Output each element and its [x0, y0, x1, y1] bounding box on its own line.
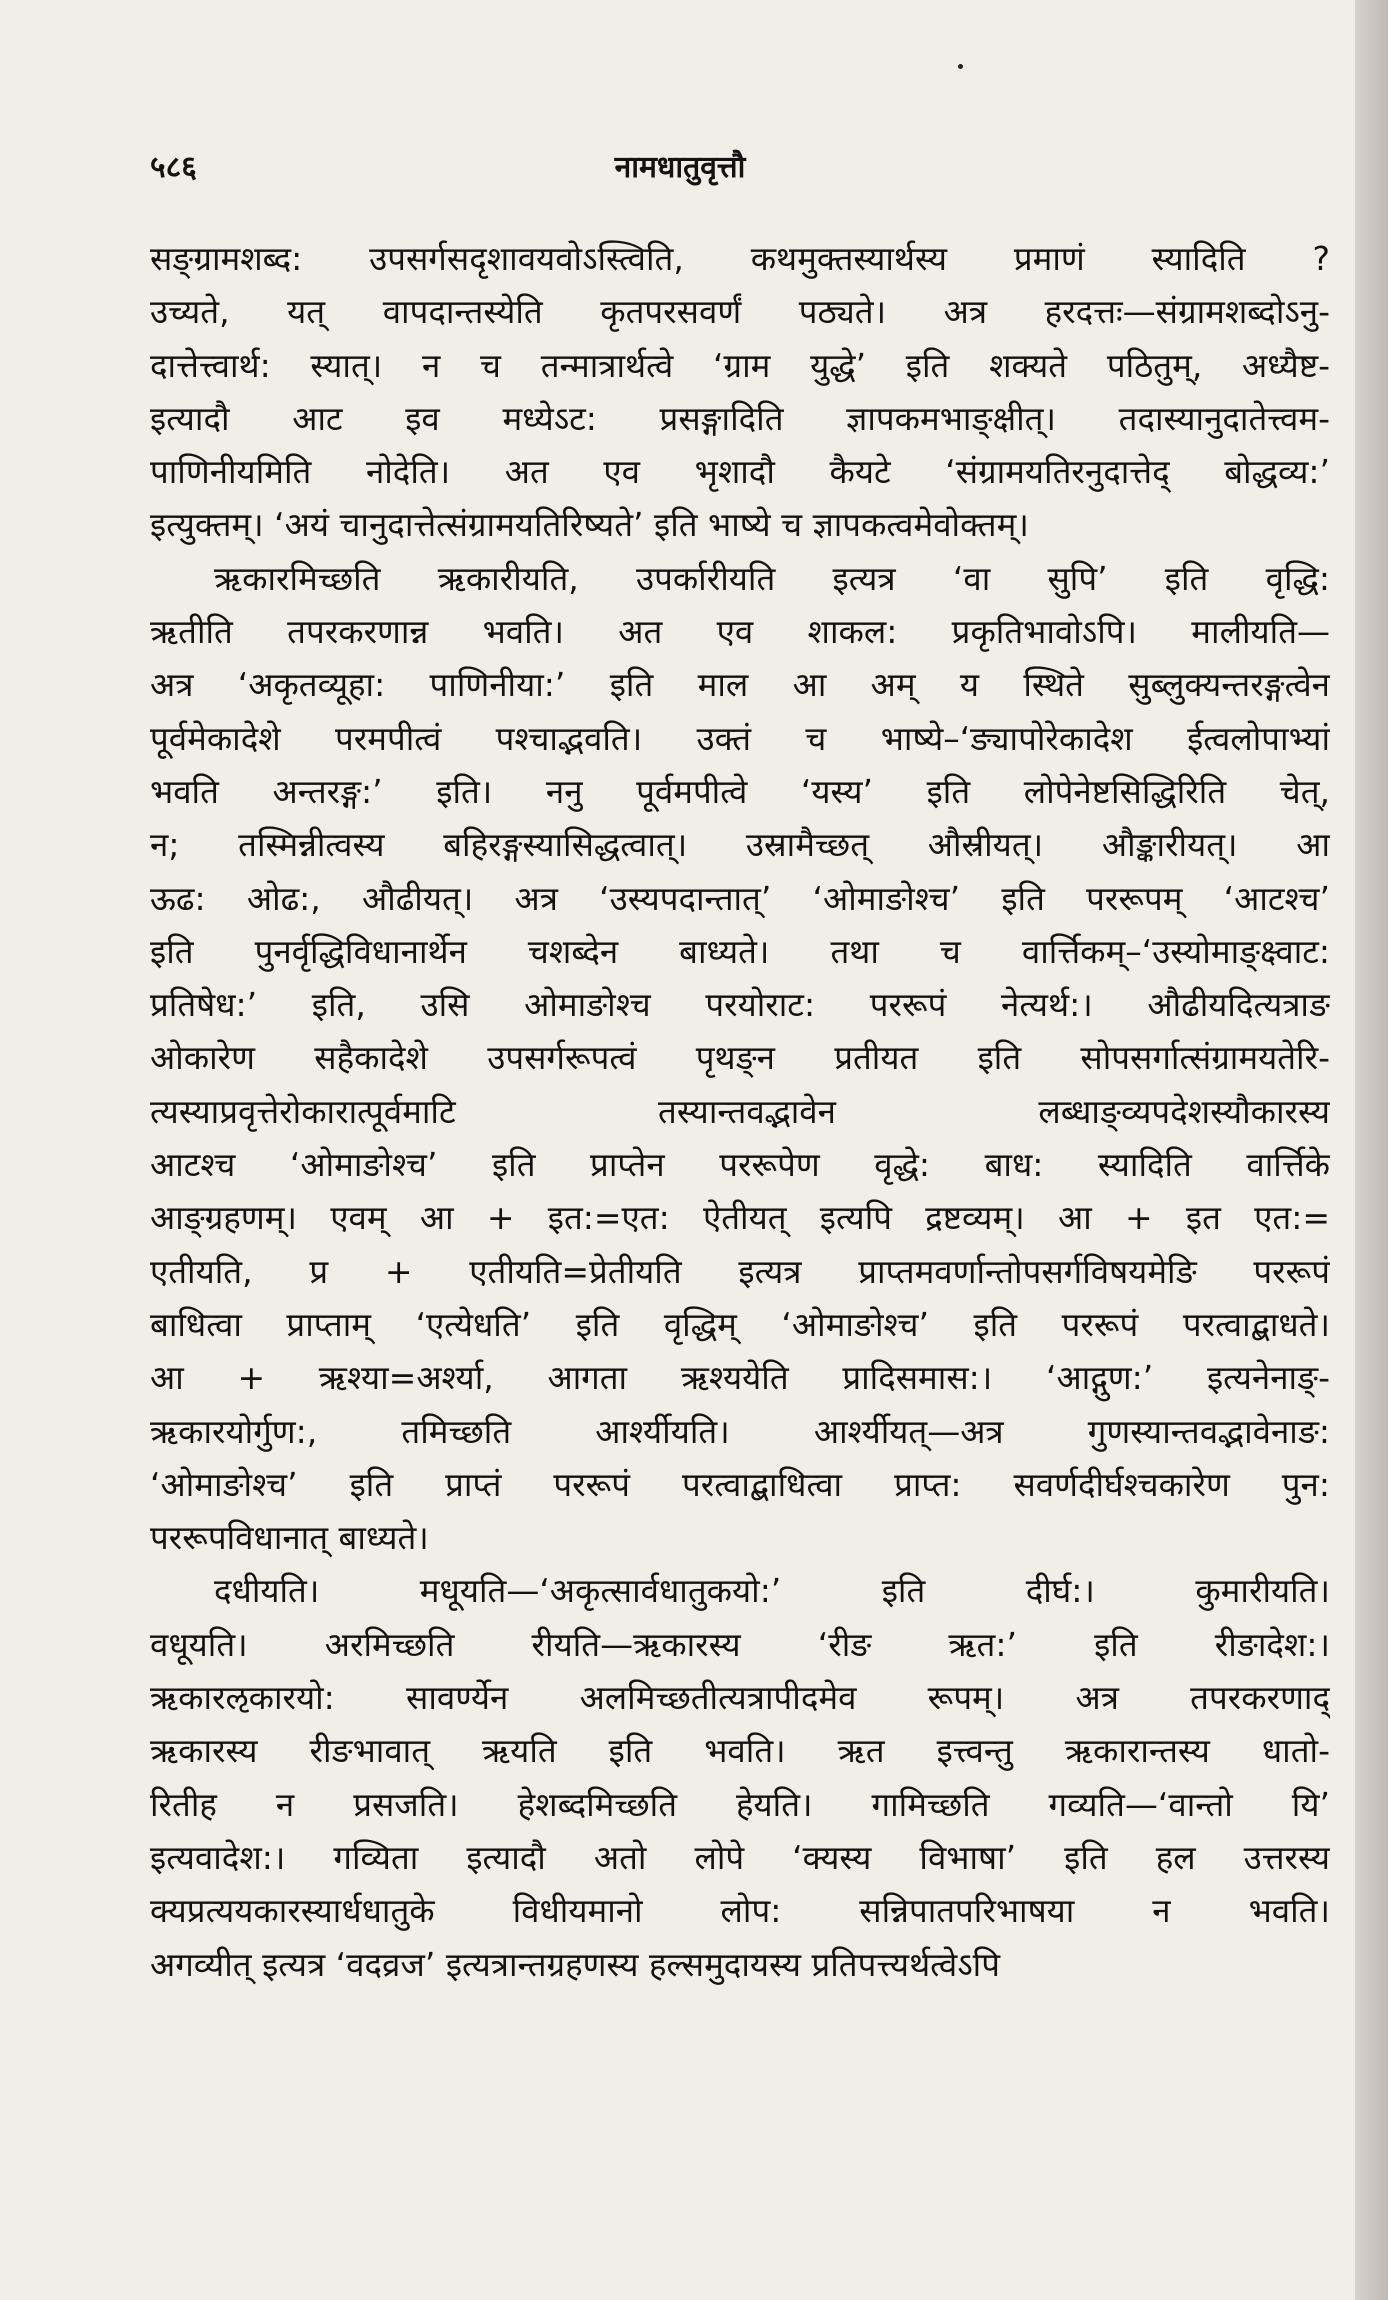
text-line: आङ्ग्रहणम्। एवम् आ + इत:=एत: ऐतीयत् इत्यपि द्रष्टव्यम्। आ + इत एत:=: [150, 1198, 1330, 1238]
text-line: दात्तेत्त्वार्थ: स्यात्। न च तन्मात्रार्थत्वे ‘ग्राम युद्धे’ इति शक्यते पठितुम्, अध्यैष्ट-: [150, 345, 1330, 385]
text-line: पूर्वमेकादेशे परमपीत्वं पश्चाद्भवति। उक्तं च भाष्ये–‘ङ्यापोरेकादेश ईत्वलोपाभ्यां: [150, 718, 1330, 758]
text-line: उच्यते, यत् वापदान्तस्येति कृतपरसवर्णं पठ्यते। अत्र हरदत्तः—संग्रामशब्दोऽनु-: [150, 292, 1330, 332]
text-line: ‘ओमाङोश्च’ इति प्राप्तं पररूपं परत्वाद्बाधित्वा प्राप्त: सवर्णदीर्घश्चकारेण पुन:: [150, 1464, 1330, 1504]
text-line: भवति अन्तरङ्ग:’ इति। ननु पूर्वमपीत्वे ‘यस्य’ इति लोपेनेष्टसिद्धिरिति चेत्,: [150, 771, 1330, 811]
text-line: ऋकारमिच्छति ऋकारीयति, उपर्कारीयति इत्यत्र ‘वा सुपि’ इति वृद्धि:: [214, 558, 1330, 598]
text-line: ऋकारयोर्गुण:, तमिच्छति आर्श्यीयति। आर्श्यीयत्—अत्र गुणस्यान्तवद्भावेनाङ:: [150, 1411, 1330, 1451]
ink-speck: [958, 64, 963, 69]
page-number: ५८६: [150, 150, 197, 185]
text-line: अत्र ‘अकृतव्यूहा: पाणिनीया:’ इति माल आ अम् य स्थिते सुब्लुक्यन्तरङ्गत्वेन: [150, 665, 1330, 705]
text-line: इत्यवादेश:। गव्यिता इत्यादौ अतो लोपे ‘क्यस्य विभाषा’ इति हल उत्तरस्य: [150, 1837, 1330, 1877]
text-line: पाणिनीयमिति नोदेति। अत एव भृशादौ कैयटे ‘संग्रामयतिरनुदात्तेद् बोद्धव्य:’: [150, 452, 1330, 492]
text-line: प्रतिषेध:’ इति, उसि ओमाङोश्च परयोराट: पररूपं नेत्यर्थ:। औढीयदित्यत्राङ: [150, 985, 1330, 1025]
text-line: ऊढ: ओढ:, औढीयत्। अत्र ‘उस्यपदान्तात्’ ‘ओमाङोश्च’ इति पररूपम् ‘आटश्च’: [150, 878, 1330, 918]
text-line: एतीयति, प्र + एतीयति=प्रेतीयति इत्यत्र प्राप्तमवर्णान्तोपसर्गविषयमेङि पररूपं: [150, 1251, 1330, 1291]
text-line: इत्यादौ आट इव मध्येऽट: प्रसङ्गादिति ज्ञापकमभाङ्क्षीत्। तदास्यानुदातेत्त्वम-: [150, 398, 1330, 438]
body-text: [150, 232, 1330, 1991]
text-line: सङ्ग्रामशब्द: उपसर्गसदृशावयवोऽस्त्विति, कथमुक्तस्यार्थस्य प्रमाणं स्यादिति ?: [150, 239, 1330, 278]
text-line: इत्युक्तम्। ‘अयं चानुदात्तेत्संग्रामयतिरिष्यते’ इति भाष्ये च ज्ञापकत्वमेवोक्तम्।: [150, 505, 1029, 545]
running-title: नामधातुवृत्तौ: [614, 150, 746, 185]
text-line: पररूपविधानात् बाध्यते।: [150, 1518, 429, 1558]
text-line: ऋकारस्य रीङभावात् ऋयति इति भवति। ऋत इत्त्वन्तु ऋकारान्तस्य धातो-: [150, 1731, 1330, 1771]
page-header: [150, 145, 1330, 185]
text-line: आटश्च ‘ओमाङोश्च’ इति प्राप्तेन पररूपेण वृद्धे: बाध: स्यादिति वार्त्तिके: [150, 1145, 1330, 1185]
text-line: ऋतीति तपरकरणान्न भवति। अत एव शाकल: प्रकृतिभावोऽपि। मालीयति—: [150, 612, 1330, 652]
text-line: ऋकारऌकारयो: सावर्ण्येन अलमिच्छतीत्यत्रापीदमेव रूपम्। अत्र तपरकरणाद्: [150, 1678, 1330, 1718]
page-edge-shadow: [1355, 0, 1388, 2300]
text-line: ओकारेण सहैकादेशे उपसर्गरूपत्वं पृथङ्न प्रतीयत इति सोपसर्गात्संग्रामयतेरि-: [150, 1038, 1330, 1078]
text-line: बाधित्वा प्राप्ताम् ‘एत्येधति’ इति वृद्धिम् ‘ओमाङोश्च’ इति पररूपं परत्वाद्बाधते।: [150, 1304, 1330, 1344]
text-line: आ + ऋश्या=अर्श्या, आगता ऋश्ययेति प्रादिसमास:। ‘आद्गुण:’ इत्यनेनाङ्-: [150, 1358, 1330, 1398]
text-line: क्यप्रत्ययकारस्यार्धधातुके विधीयमानो लोप: सन्निपातपरिभाषया न भवति।: [150, 1891, 1330, 1931]
text-line: अगव्यीत् इत्यत्र ‘वदव्रज’ इत्यत्रान्तग्रहणस्य हल्समुदायस्य प्रतिपत्त्यर्थत्वेऽपि: [150, 1944, 1000, 1984]
text-line: इति पुनर्वृद्धिविधानार्थेन चशब्देन बाध्यते। तथा च वार्त्तिकम्–‘उस्योमाङ्क्ष्वाट:: [150, 931, 1330, 971]
text-line: त्यस्याप्रवृत्तेरोकारात्पूर्वमाटि तस्यान्तवद्भावेन लब्धाङ्व्यपदेशस्यौकारस्य: [150, 1091, 1330, 1131]
text-line: दधीयति। मधूयति—‘अकृत्सार्वधातुकयो:’ इति दीर्घ:। कुमारीयति।: [214, 1571, 1330, 1611]
text-line: वधूयति। अरमिच्छति रीयति—ऋकारस्य ‘रीङ ऋत:’ इति रीङादेश:।: [150, 1624, 1330, 1664]
text-line: रितीह न प्रसजति। हेशब्दमिच्छति हेयति। गामिच्छति गव्यति—‘वान्तो यि’: [150, 1784, 1330, 1824]
text-line: न; तस्मिन्नीत्वस्य बहिरङ्गस्यासिद्धत्वात्। उस्रामैच्छत् औस्रीयत्। औङ्कारीयत्। आ: [150, 825, 1330, 865]
